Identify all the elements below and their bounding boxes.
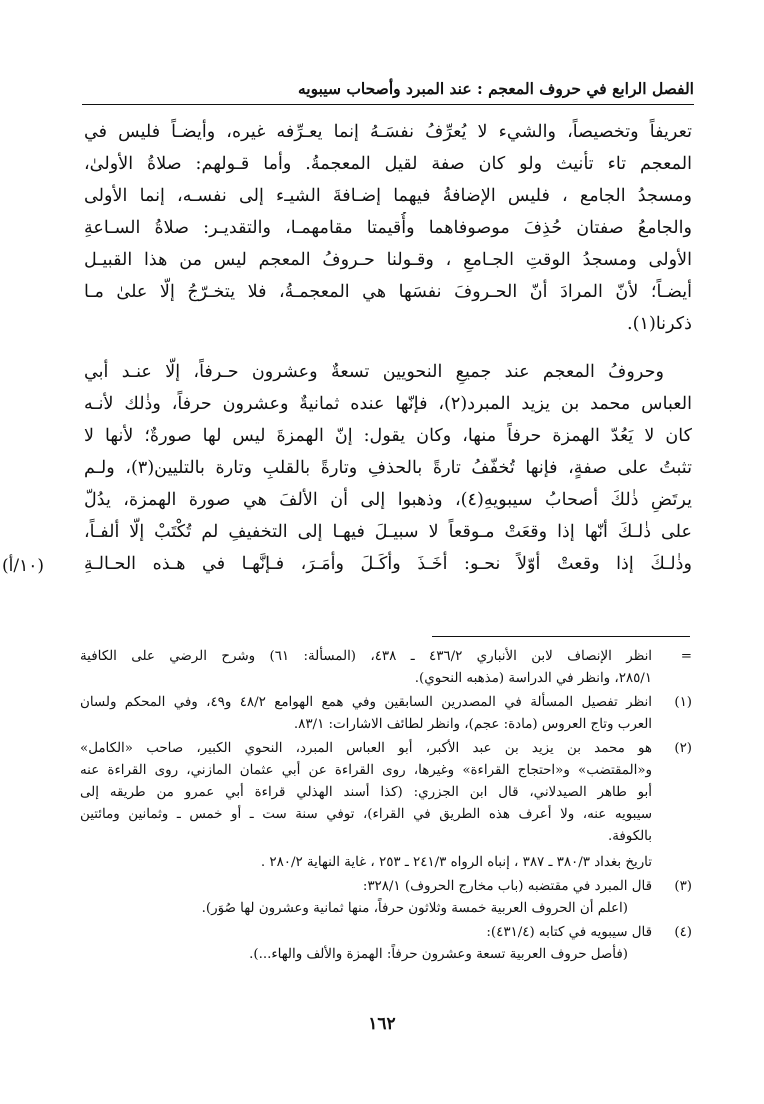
page-number: ١٦٢ — [368, 1014, 396, 1034]
text-line: والجامعُ صفتان حُذِفَ موصوفاهما وأُقيمتا مقامهمـا، والتقديـر: صلاةُ السـاعةِ — [84, 218, 692, 238]
text-line: ومسجدُ الجامع ، فليس الإضافةُ فيهما إضـافةَ الشيـء إلى نفسـه، إنما الأولى — [84, 186, 692, 206]
footnote-separator — [432, 636, 690, 637]
footnote-1 — [80, 692, 692, 736]
footnote-quote: (فأصل حروف العربية تسعة وعشرون حرفاً: الهمزة والألف والهاء...). — [249, 947, 628, 962]
footnote-line: أبو طاهر الصيدلاني، قال ابن الجزري: (كذا أسند الهذلي قراءة أبي عمرو من طريقه إلى — [80, 785, 652, 800]
footnote-marker: (٣) — [674, 879, 692, 894]
text-line: تثبتُ على صفةٍ، فإنها تُخفّفُ تارةً بالحذفِ وتارةً بالقلبِ وتارة بالتليين(٣)، ولـم — [84, 458, 692, 478]
footnote-marker: = — [680, 649, 692, 664]
text-line: وذٰلـكَ إذا وقعتْ أوّلاً نحـو: أخَـذَ وأكَـلَ وأمَـرَ، فـإنَّهـا في هـذه الحـالـةِ — [84, 554, 692, 574]
manuscript-folio-marker: (١٠/أ) — [2, 556, 44, 576]
footnote-marker: (٤) — [674, 925, 692, 940]
footnote-2 — [80, 738, 692, 874]
text-line: كان لا يَعُدّ الهمزة حرفاً منها، وكان يقول: إنّ الهمزةَ ليس لها صورةٌ؛ لأنها لا — [84, 426, 692, 446]
footnote-4 — [80, 922, 692, 966]
footnote-line: ٢٨٥/١، وانظر في الدراسة (مذهبه النحوي). — [414, 671, 652, 686]
text-line: وحروفُ المعجم عند جميعِ النحويين تسعةٌ وعشرون حـرفاً، إلّا عنـد أبي — [84, 362, 664, 382]
text-line: على ذٰلـكَ أنّها إذا وقعَتْ مـوقعاً لا سبيـلَ فيهـا إلى التخفيفِ لم تُكْتَبْ إلّا ألفـاً، — [84, 522, 692, 542]
footnote-line: قال سيبويه في كتابه (٤٣١/٤): — [486, 925, 652, 940]
footnote-line: انظر الإنصاف لابن الأنباري ٤٣٦/٢ ـ ٤٣٨، (المسألة: ٦١) وشرح الرضي على الكافية — [80, 649, 652, 664]
text-line: العباس محمد بن يزيد المبرد(٢)، فإنّها عنده ثمانيةٌ وعشرون حرفاً، وذٰلك لأنـه — [84, 394, 692, 414]
footnote-line: قال المبرد في مقتضبه (باب مخارج الحروف) ٣٢٨/١: — [362, 879, 652, 894]
footnote-3 — [80, 876, 692, 920]
text-line: ذكرنا(١). — [627, 314, 692, 334]
footnote-line: سيبويه عنه، ولا أعرف هذه الطريق في القراء)، توفي سنة ست ـ أو خمس ـ وثمانين ومائتين — [80, 807, 652, 822]
footnote-line: العرب وتاج العروس (مادة: عجم)، وانظر لطائف الاشارات: ٨٣/١. — [293, 717, 652, 732]
footnote-line: بالكوفة. — [607, 829, 652, 844]
text-line: أيضـاً؛ لأنّ المرادَ أنّ الحـروفَ نفسَها هي المعجمـةُ، فلا يتخـرّجُ إلّا علىٰ مـا — [84, 282, 692, 302]
running-header: الفصل الرابع في حروف المعجم : عند المبرد وأصحاب سيبويه — [82, 76, 694, 105]
footnotes — [80, 646, 692, 968]
footnote-continued — [80, 646, 692, 690]
text-line: المعجم تاء تأنيث ولو كان صفة لقيل المعجمةُ. وأما قـولهم: صلاةُ الأولىٰ، — [84, 154, 692, 174]
footnote-line: هو محمد بن يزيد بن عبد الأكبر، أبو العباس المبرد، النحوي الكبير، صاحب «الكامل» — [80, 741, 652, 756]
main-text — [84, 116, 692, 580]
footnote-quote: (اعلم أن الحروف العربية خمسة وثلاثون حرفاً، منها ثمانية وعشرون لها صُوَر). — [201, 901, 628, 916]
footnote-marker: (٢) — [674, 741, 692, 756]
text-line: تعريفاً وتخصيصاً، والشيء لا يُعرِّفُ نفسَـهُ إنما يعـرِّفه غيره، وأيضـاً فليس في — [84, 122, 692, 142]
text-line: يرتَضِ ذٰلكَ أصحابُ سيبويهِ(٤)، وذهبوا إلى أن الألفَ هي صورة الهمزة، يدُلّ — [84, 490, 692, 510]
footnote-line: و«المقتضب» و«احتجاج القراءة» وغيرها، روى القراءة عن أبي عثمان المازني، روى القراءة عنه — [80, 763, 652, 778]
footnote-line: انظر تفصيل المسألة في المصدرين السابقين وفي همع الهوامع ٤٨/٢ و٤٩، وفي المحكم ولسان — [80, 695, 652, 710]
footnote-marker: (١) — [674, 695, 692, 710]
paragraph-gap — [84, 340, 692, 356]
footnote-references: تاريخ بغداد ٣٨٠/٣ ـ ٣٨٧ ، إنباه الرواه ٢٤١/٣ ـ ٢٥٣ ، غاية النهاية ٢٨٠/٢ . — [260, 855, 652, 870]
text-line: الأولى ومسجدُ الوقتِ الجـامعِ ، وقـولنا حـروفُ المعجم ليس من هذا القبيـل — [84, 250, 692, 270]
